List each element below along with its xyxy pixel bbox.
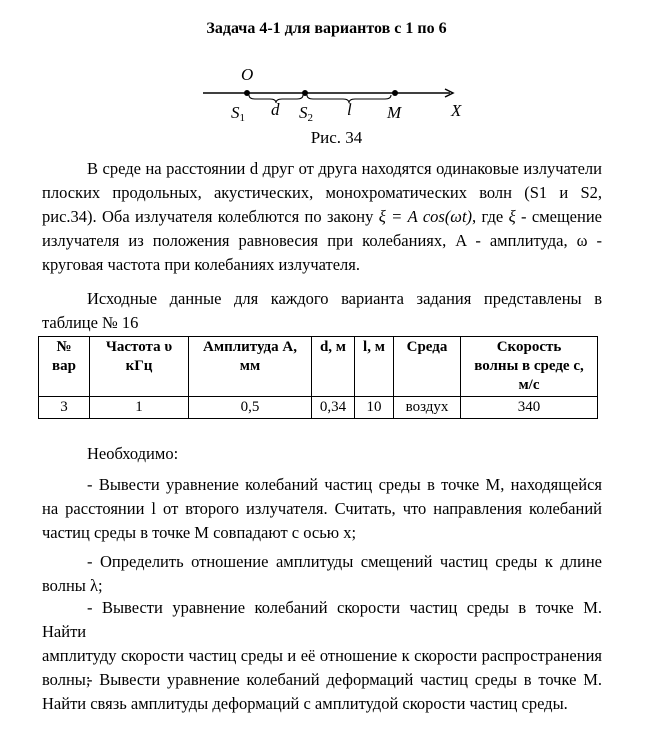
cell: воздух [394, 397, 461, 419]
label-s2: S2 [299, 103, 313, 124]
text-line: круговая частота при колебаниях излучателя. [42, 255, 361, 274]
table-header-row [39, 337, 598, 397]
item-1: - Вывести уравнение колебаний частиц среды в точке М, находящейся на расстоянии l от второго излучателя. Считать, что направления колебаний частиц среды в точке М совпадают с осью x; [42, 475, 602, 542]
paragraph-1 [42, 157, 602, 277]
item-3: - Вывести уравнение колебаний скорости частиц среды в точке М. Найти амплитуду скорости частиц среды и её отношение к скорости распространения волны; [42, 598, 602, 689]
text-line: рис.34). Оба излучателя колеблются по закону [42, 207, 379, 226]
text-line: В среде на расстоянии d друг от друга находятся одинаковые излучатели [87, 159, 602, 178]
cell: 0,5 [189, 397, 312, 419]
header-cell: Частота υ кГц [90, 337, 189, 397]
label-s1: S1 [231, 103, 245, 124]
task-title: Задача 4-1 для вариантов с 1 по 6 [206, 20, 447, 37]
text-line: - смещение [515, 207, 602, 226]
xi-symbol: ξ [508, 207, 516, 226]
label-l: l [347, 100, 352, 119]
point-m [392, 90, 398, 96]
text-line: , где [472, 207, 509, 226]
need-heading: Необходимо: [87, 444, 179, 463]
text-line: излучателя из положения равновесия при колебаниях, A - амплитуда, ω - [42, 231, 602, 250]
paragraph-2 [42, 287, 602, 335]
cell: 3 [39, 397, 90, 419]
header-cell: l, м [355, 337, 394, 397]
text-line: плоских продольных, акустических, монохроматических волн (S1 и S2, [42, 183, 602, 202]
header-cell: Среда [394, 337, 461, 397]
label-x: X [451, 101, 462, 120]
cell: 10 [355, 397, 394, 419]
header-cell: d, м [312, 337, 355, 397]
table-row [39, 397, 598, 419]
text-line: таблице № 16 [42, 313, 139, 332]
item-4: - Вывести уравнение колебаний деформаций частиц среды в точке М. Найти связь амплитуды деформаций с амплитудой скорости частиц среды. [42, 670, 602, 713]
header-cell: Амплитуда А, мм [189, 337, 312, 397]
cell: 0,34 [312, 397, 355, 419]
figure-caption: Рис. 34 [310, 128, 363, 147]
label-o: O [241, 65, 254, 84]
cell: 340 [461, 397, 598, 419]
header-cell: № вар [39, 337, 90, 397]
data-table [38, 336, 598, 419]
label-d: d [271, 100, 280, 119]
label-m: M [387, 103, 402, 122]
header-cell: Скорость волны в среде с, м/с [461, 337, 598, 397]
figure-34 [195, 62, 475, 124]
text-line: Исходные данные для каждого варианта задания представлены в [87, 289, 602, 308]
item-2: - Определить отношение амплитуды смещений частиц среды к длине волны λ; [42, 552, 602, 595]
formula: ξ = A cos(ωt) [378, 207, 473, 226]
cell: 1 [90, 397, 189, 419]
